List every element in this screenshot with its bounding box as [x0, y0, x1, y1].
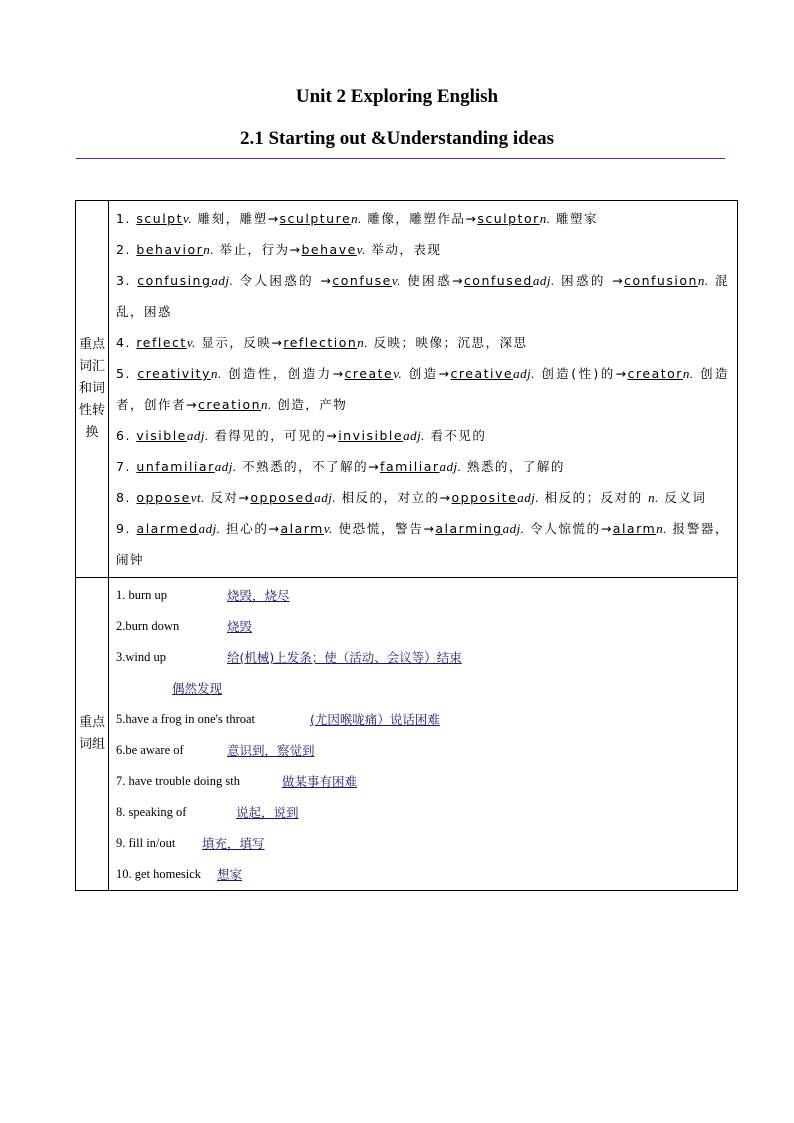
vocab-word: unfamiliar	[136, 459, 215, 474]
meaning: 反义词	[658, 490, 707, 505]
item-number: 1.	[116, 211, 137, 226]
category-label-line: 重点	[78, 715, 105, 730]
meaning: 不熟悉的，不了解的→	[236, 459, 381, 474]
meaning: 相反的，对立的→	[336, 490, 452, 505]
meaning: 雕塑家	[550, 211, 598, 226]
vocab-word: confuse	[332, 273, 392, 288]
vocab-word: sculpture	[279, 211, 352, 226]
phrase-meaning: 意识到，察觉到	[227, 743, 315, 758]
category-label-line: 重点	[78, 337, 105, 352]
meaning: 熟悉的，了解的	[461, 459, 565, 474]
part-of-speech: v.	[391, 273, 401, 288]
phrase-english: 6.be aware of	[116, 743, 184, 757]
meaning: 相反的；反对的	[539, 490, 649, 505]
vocab-word: creative	[450, 366, 514, 381]
meaning: 雕刻，雕塑→	[192, 211, 280, 226]
meaning: 报警器，闹钟	[116, 521, 729, 567]
vocab-word: reflection	[283, 335, 358, 350]
part-of-speech: n.	[648, 490, 659, 505]
phrase-item	[116, 735, 729, 766]
part-of-speech: adj.	[198, 521, 221, 536]
phrases-category-cell	[76, 578, 109, 891]
item-number: 7.	[116, 459, 137, 474]
vocab-item	[116, 451, 729, 482]
meaning: 创造(性)的→	[534, 366, 628, 381]
vocab-word: confusion	[624, 273, 698, 288]
part-of-speech: n.	[210, 366, 222, 381]
vocab-word: reflect	[136, 335, 187, 350]
part-of-speech: n.	[682, 366, 694, 381]
phrase-english: 2.burn down	[116, 619, 180, 633]
part-of-speech: adj.	[403, 428, 425, 443]
part-of-speech: n.	[203, 242, 215, 257]
phrase-english: 5.have a frog in one's throat	[116, 712, 256, 726]
vocab-word: confused	[463, 273, 533, 288]
part-of-speech: n.	[261, 397, 272, 412]
section-subtitle: 2.1 Starting out &Understanding ideas	[239, 128, 555, 149]
vocab-word: invisible	[338, 428, 404, 443]
phrase-english: 10. get homesick	[116, 867, 202, 881]
meaning: 举止，行为→	[214, 242, 302, 257]
vocab-section-row	[76, 201, 738, 578]
meaning: 令人困惑的 →	[233, 273, 333, 288]
item-number: 8.	[116, 490, 137, 505]
phrase-list	[109, 578, 738, 891]
part-of-speech: adj.	[532, 273, 555, 288]
phrase-meaning: (尤因喉咙痛）说话困难	[310, 712, 440, 727]
part-of-speech: n.	[351, 211, 362, 226]
part-of-speech: adj.	[211, 273, 234, 288]
item-number: 5.	[116, 366, 138, 381]
meaning: 创造，产物	[271, 397, 348, 412]
phrase-english: 3.wind up	[116, 650, 166, 664]
part-of-speech: adj.	[513, 366, 535, 381]
vocab-word: alarm	[280, 521, 324, 536]
meaning: 创造性，创造力→	[221, 366, 345, 381]
phrase-english: 7. have trouble doing sth	[116, 774, 240, 788]
phrase-item	[116, 673, 729, 704]
vocab-word: alarm	[612, 521, 657, 536]
phrase-meaning: 偶然发现	[172, 681, 223, 696]
vocab-word: sculptor	[477, 211, 540, 226]
phrase-item	[116, 611, 729, 642]
meaning: 反对→	[204, 490, 251, 505]
part-of-speech: v.	[393, 366, 403, 381]
meaning: 担心的→	[220, 521, 281, 536]
meaning: 创造者，创作者→	[116, 366, 729, 412]
phrase-item	[116, 859, 729, 890]
vocab-item	[116, 265, 729, 327]
vocab-list	[109, 201, 738, 578]
item-number: 2.	[116, 242, 137, 257]
meaning: 看得见的，可见的→	[208, 428, 339, 443]
item-number: 4.	[116, 335, 137, 350]
phrase-meaning: 给(机械)上发条；使（活动、会议等）结束	[227, 650, 462, 665]
part-of-speech: adj.	[314, 490, 337, 505]
vocab-word: behavior	[136, 242, 204, 257]
phrase-meaning: 填充，填写	[202, 836, 265, 851]
phrase-meaning: 做某事有困难	[282, 774, 358, 789]
vocab-word: oppose	[136, 490, 191, 505]
vocab-word: creation	[197, 397, 262, 412]
vocab-word: sculpt	[136, 211, 184, 226]
phrase-meaning: 说起，说到	[236, 805, 299, 820]
item-number: 3.	[116, 273, 138, 288]
phrases-section-row	[76, 578, 738, 891]
vocab-word: visible	[136, 428, 187, 443]
part-of-speech: adj.	[439, 459, 462, 474]
part-of-speech: adj.	[502, 521, 525, 536]
part-of-speech: n.	[539, 211, 551, 226]
meaning: 使困惑→	[400, 273, 464, 288]
part-of-speech: v.	[323, 521, 333, 536]
vocab-item	[116, 420, 729, 451]
part-of-speech: v.	[356, 242, 366, 257]
phrase-item	[116, 580, 729, 611]
item-number: 9.	[116, 521, 137, 536]
meaning: 令人惊慌的→	[524, 521, 613, 536]
part-of-speech: adj.	[186, 428, 209, 443]
category-label-line: 词汇	[78, 359, 105, 374]
vocab-category-cell	[76, 201, 109, 578]
meaning: 创造→	[402, 366, 451, 381]
phrase-english: 1. burn up	[116, 588, 168, 602]
meaning: 显示，反映→	[195, 335, 284, 350]
phrase-meaning: 烧毁，烧尽	[227, 588, 290, 603]
part-of-speech: v.	[186, 335, 196, 350]
meaning: 困惑的 →	[554, 273, 625, 288]
part-of-speech: n.	[357, 335, 369, 350]
phrase-english: 9. fill in/out	[116, 836, 176, 850]
title-divider	[76, 158, 725, 159]
vocab-item	[116, 327, 729, 358]
phrase-meaning: 烧毁	[227, 619, 253, 634]
part-of-speech: v.	[183, 211, 193, 226]
vocab-word: opposed	[250, 490, 315, 505]
phrase-item	[116, 828, 729, 859]
vocab-table	[75, 200, 738, 891]
part-of-speech: n.	[697, 273, 709, 288]
vocab-item	[116, 358, 729, 420]
vocab-item	[116, 482, 729, 513]
category-label-line: 和词	[78, 381, 105, 396]
page-title: Unit 2 Exploring English	[295, 86, 499, 107]
vocab-word: create	[344, 366, 394, 381]
meaning: 混乱，困惑	[116, 273, 730, 319]
phrase-item	[116, 642, 729, 673]
vocab-word: alarming	[435, 521, 503, 536]
vocab-word: confusing	[137, 273, 212, 288]
vocab-word: familiar	[380, 459, 440, 474]
vocab-word: creativity	[137, 366, 211, 381]
part-of-speech: vt.	[190, 490, 205, 505]
vocab-item	[116, 234, 729, 265]
meaning: 使恐慌，警告→	[332, 521, 436, 536]
part-of-speech: adj.	[214, 459, 237, 474]
vocab-word: behave	[301, 242, 357, 257]
meaning: 看不见的	[424, 428, 487, 443]
phrase-item	[116, 797, 729, 828]
part-of-speech: n.	[656, 521, 667, 536]
category-label-line: 性转	[78, 403, 105, 418]
vocab-word: opposite	[451, 490, 518, 505]
vocab-item	[116, 513, 729, 575]
vocab-item	[116, 203, 729, 234]
phrase-english: 8. speaking of	[116, 805, 187, 819]
part-of-speech: adj.	[517, 490, 540, 505]
meaning: 举动，表现	[365, 242, 442, 257]
meaning: 雕像，雕塑作品→	[361, 211, 478, 226]
item-number: 6.	[116, 428, 137, 443]
meaning: 反映；映像；沉思，深思	[368, 335, 528, 350]
phrase-item	[116, 704, 729, 735]
category-label-line: 换	[85, 425, 99, 440]
category-label-line: 词组	[78, 737, 105, 752]
phrase-meaning: 想家	[217, 867, 243, 882]
phrase-item	[116, 766, 729, 797]
vocab-word: alarmed	[136, 521, 199, 536]
vocab-word: creator	[627, 366, 683, 381]
